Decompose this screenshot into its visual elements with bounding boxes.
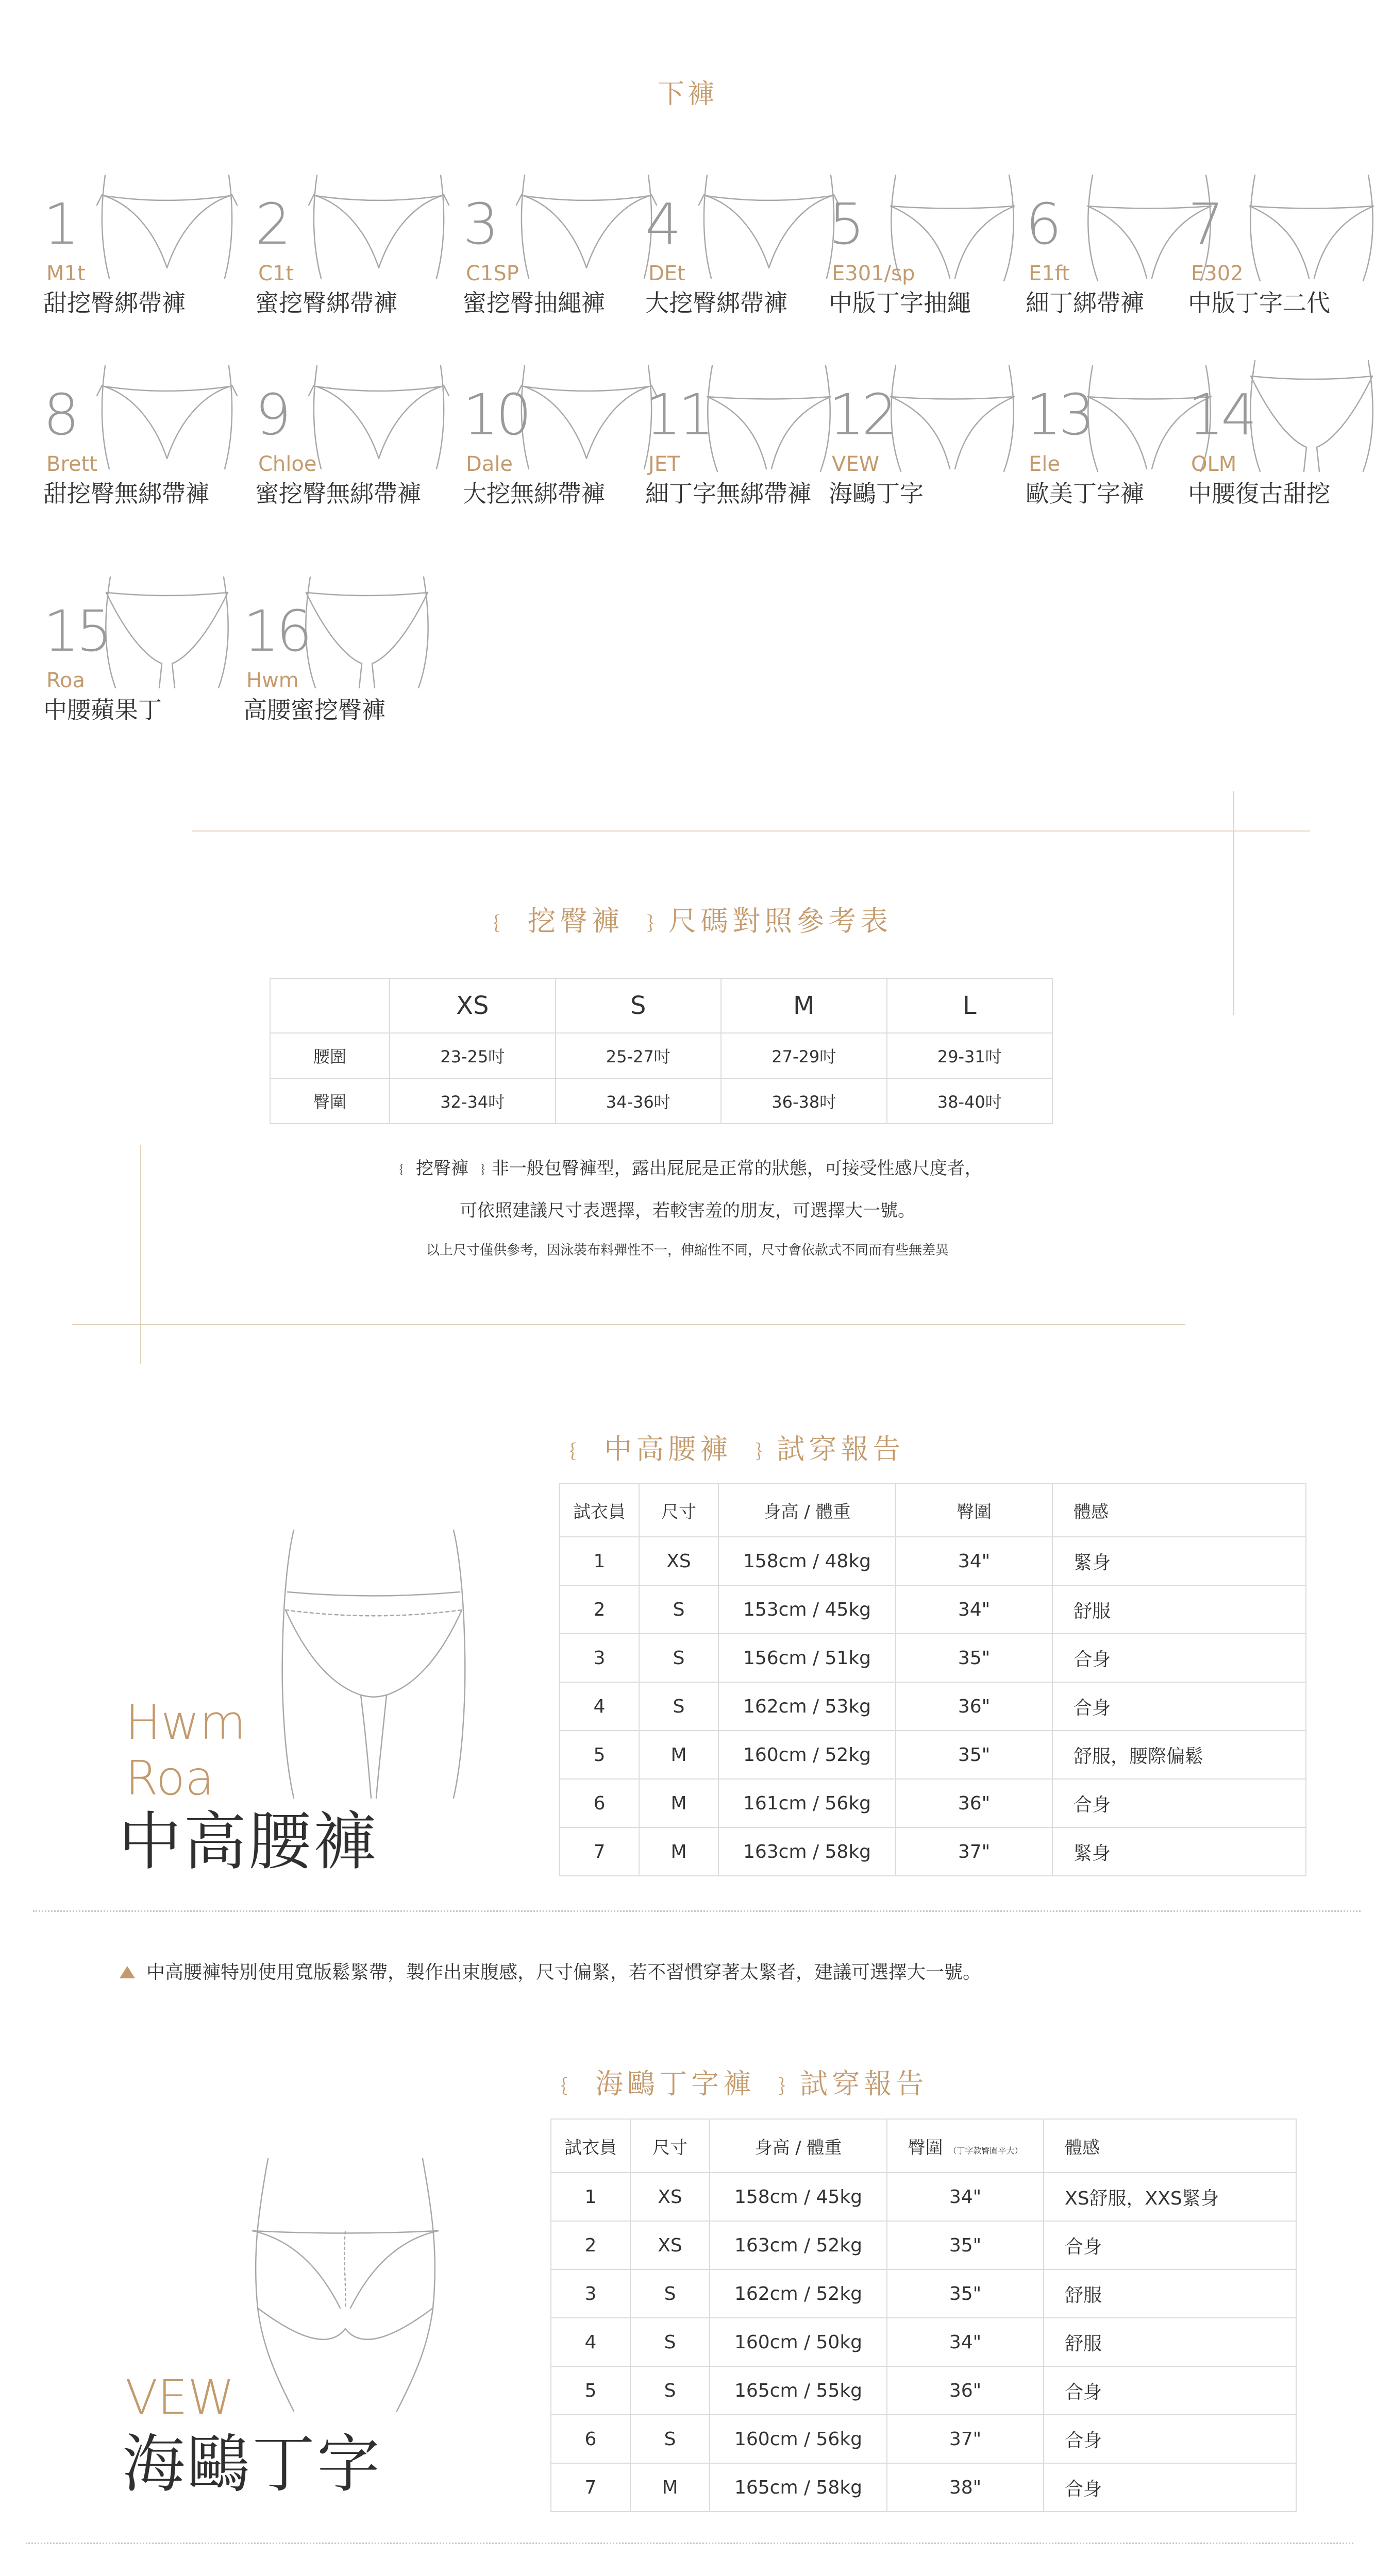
cell-body: 158cm / 48kg xyxy=(718,1537,896,1585)
size-row xyxy=(270,1033,1052,1078)
cell-size: S xyxy=(639,1585,718,1634)
cell-feel: 合身 xyxy=(1052,1779,1306,1827)
col-header-hip xyxy=(887,2119,1044,2173)
table-row xyxy=(551,2366,1296,2415)
col-header: 尺寸 xyxy=(630,2119,710,2173)
product-name: 蜜挖臀綁帶褲 xyxy=(255,289,397,317)
cell-hip: 38" xyxy=(887,2463,1044,2512)
size-header: S xyxy=(556,978,722,1033)
cell-body: 156cm / 51kg xyxy=(718,1634,896,1682)
cell-feel: 合身 xyxy=(1044,2366,1296,2415)
cell-body: 165cm / 55kg xyxy=(710,2366,887,2415)
product-code: DEt xyxy=(648,262,685,285)
product-name: 大挖無綁帶褲 xyxy=(463,480,605,507)
col-header: 試衣員 xyxy=(551,2119,630,2173)
cell-hip: 35" xyxy=(887,2221,1044,2269)
cell-size: XS xyxy=(630,2173,710,2221)
product-name: 中版丁字二代 xyxy=(1188,289,1330,317)
cell-hip: 34" xyxy=(896,1585,1052,1634)
product-sketch-illustration xyxy=(514,355,659,474)
cell-n: 5 xyxy=(560,1731,639,1779)
cell-feel: 合身 xyxy=(1044,2463,1296,2512)
cell-feel: 合身 xyxy=(1052,1634,1306,1682)
cell-n: 5 xyxy=(551,2366,630,2415)
cell-n: 1 xyxy=(560,1537,639,1585)
product-name: 蜜挖臀抽繩褲 xyxy=(463,289,605,317)
cell-body: 158cm / 45kg xyxy=(710,2173,887,2221)
cell-feel: 合身 xyxy=(1044,2221,1296,2269)
cell-feel: 舒服 xyxy=(1044,2318,1296,2366)
cell-n: 4 xyxy=(560,1682,639,1731)
cell-size: M xyxy=(630,2463,710,2512)
table-row xyxy=(560,1827,1306,1876)
product-code: E302 xyxy=(1191,262,1244,285)
size-row xyxy=(270,1078,1052,1124)
cell-hip: 35" xyxy=(896,1731,1052,1779)
cell-size: M xyxy=(639,1731,718,1779)
table-row xyxy=(560,1537,1306,1585)
size-cell: 38-40吋 xyxy=(887,1078,1053,1124)
dotted-divider xyxy=(26,2543,1353,2544)
product-code: E1ft xyxy=(1029,262,1070,285)
table-row xyxy=(551,2173,1296,2221)
product-number: 11 xyxy=(645,382,711,448)
col-header: 體感 xyxy=(1052,1483,1306,1537)
size-row-label: 腰圍 xyxy=(270,1033,390,1078)
cell-size: XS xyxy=(630,2221,710,2269)
divider-line xyxy=(192,831,1310,832)
table-row xyxy=(551,2463,1296,2512)
report1-title: ﹛ 中高腰褲 ﹜試穿報告 xyxy=(559,1433,905,1465)
report1-note xyxy=(120,1958,981,1984)
product-name: 蜜挖臀無綁帶褲 xyxy=(255,480,421,507)
table-row xyxy=(560,1779,1306,1827)
report2-product-name: 海鷗丁字 xyxy=(122,2428,382,2501)
size-header: L xyxy=(887,978,1053,1033)
product-name: 細丁字無綁帶褲 xyxy=(645,480,811,507)
cell-body: 160cm / 50kg xyxy=(710,2318,887,2366)
product-number: 13 xyxy=(1026,382,1092,448)
product-sketch-illustration xyxy=(880,355,1025,474)
product-name: 大挖臀綁帶褲 xyxy=(645,289,787,317)
dotted-divider xyxy=(33,1910,1361,1912)
product-sketch-illustration xyxy=(95,572,239,690)
cell-size: M xyxy=(639,1827,718,1876)
product-sketch-illustration xyxy=(307,165,451,283)
hip-header-note: （丁字款臀圍平大） xyxy=(948,2145,1023,2156)
product-sketch-illustration xyxy=(1239,165,1375,283)
report2-code: VEW xyxy=(125,2370,235,2425)
product-name: 甜挖臀綁帶褲 xyxy=(43,289,186,317)
product-name: 中腰復古甜挖 xyxy=(1188,480,1330,507)
cell-hip: 34" xyxy=(887,2318,1044,2366)
cell-n: 7 xyxy=(551,2463,630,2512)
product-sketch-illustration xyxy=(697,355,841,474)
product-sketch-illustration xyxy=(514,165,659,283)
hip-header-label: 臀圍 xyxy=(908,2137,943,2158)
product-code: OLM xyxy=(1191,452,1237,476)
product-code: Brett xyxy=(46,452,97,476)
cell-n: 4 xyxy=(551,2318,630,2366)
size-cell: 34-36吋 xyxy=(556,1078,722,1124)
product-sketch-illustration xyxy=(95,165,239,283)
product-code: C1t xyxy=(258,262,294,285)
cell-size: M xyxy=(639,1779,718,1827)
cell-body: 160cm / 52kg xyxy=(718,1731,896,1779)
size-note-line3: 以上尺寸僅供參考，因泳裝布料彈性不一，伸縮性不同，尺寸會依款式不同而有些無差異 xyxy=(426,1243,949,1258)
product-code: VEW xyxy=(832,452,880,476)
report2-table xyxy=(550,2119,1297,2512)
product-number: 3 xyxy=(463,191,496,257)
product-name: 海鷗丁字 xyxy=(829,480,924,507)
cell-body: 163cm / 58kg xyxy=(718,1827,896,1876)
product-number: 9 xyxy=(255,382,288,448)
cell-n: 6 xyxy=(560,1779,639,1827)
cell-body: 162cm / 53kg xyxy=(718,1682,896,1731)
col-header: 體感 xyxy=(1044,2119,1296,2173)
table-row xyxy=(560,1731,1306,1779)
cell-size: XS xyxy=(639,1537,718,1585)
product-code: JET xyxy=(648,452,680,476)
table-row xyxy=(551,2415,1296,2463)
table-row xyxy=(551,2318,1296,2366)
cell-n: 1 xyxy=(551,2173,630,2221)
product-sketch-illustration xyxy=(1239,355,1375,474)
cell-n: 2 xyxy=(551,2221,630,2269)
size-header-empty xyxy=(270,978,390,1033)
product-name: 高腰蜜挖臀褲 xyxy=(243,696,385,724)
col-header: 臀圍 xyxy=(896,1483,1052,1537)
product-name: 甜挖臀無綁帶褲 xyxy=(43,480,209,507)
cell-feel: 舒服 xyxy=(1044,2269,1296,2318)
product-sketch-illustration xyxy=(95,355,239,474)
product-item xyxy=(43,165,239,319)
product-number: 15 xyxy=(43,598,109,664)
cell-feel: XS舒服，XXS緊身 xyxy=(1044,2173,1296,2221)
product-code: C1SP xyxy=(466,262,519,285)
cell-hip: 34" xyxy=(887,2173,1044,2221)
cell-hip: 34" xyxy=(896,1537,1052,1585)
cell-hip: 37" xyxy=(896,1827,1052,1876)
product-item xyxy=(829,355,1025,510)
product-number: 8 xyxy=(43,382,76,448)
size-note-line1: ﹛ 挖臀褲 ﹜非一般包臀褲型，露出屁屁是正常的狀態，可接受性感尺度者， xyxy=(393,1158,982,1179)
col-header: 身高 / 體重 xyxy=(718,1483,896,1537)
product-item xyxy=(829,165,1025,319)
product-item xyxy=(243,572,439,726)
cell-hip: 36" xyxy=(896,1682,1052,1731)
cell-body: 163cm / 52kg xyxy=(710,2221,887,2269)
report1-product-name: 中高腰褲 xyxy=(119,1805,378,1878)
cell-size: S xyxy=(630,2366,710,2415)
product-code: E301/sp xyxy=(832,262,915,285)
size-note-line2: 可依照建議尺寸表選擇，若較害羞的朋友，可選擇大一號。 xyxy=(460,1200,915,1221)
size-cell: 29-31吋 xyxy=(887,1033,1053,1078)
cell-hip: 35" xyxy=(887,2269,1044,2318)
cell-hip: 37" xyxy=(887,2415,1044,2463)
table-row xyxy=(560,1682,1306,1731)
size-chart-title: ﹛ 挖臀褲 ﹜尺碼對照參考表 xyxy=(482,905,893,937)
report1-note-text: 中高腰褲特別使用寬版鬆緊帶，製作出束腹感，尺寸偏緊，若不習慣穿著太緊者，建議可選擇大一號。 xyxy=(146,1962,982,1983)
product-number: 7 xyxy=(1188,191,1221,257)
product-code: Chloe xyxy=(258,452,317,476)
cell-body: 161cm / 56kg xyxy=(718,1779,896,1827)
triangle-bullet-icon xyxy=(120,1966,135,1978)
cell-n: 2 xyxy=(560,1585,639,1634)
cell-n: 3 xyxy=(551,2269,630,2318)
product-code: Dale xyxy=(466,452,513,476)
product-item xyxy=(43,355,239,510)
product-item xyxy=(463,355,659,510)
cell-n: 7 xyxy=(560,1827,639,1876)
product-item xyxy=(645,355,841,510)
divider-line xyxy=(72,1324,1185,1325)
product-name: 中腰蘋果丁 xyxy=(43,696,162,724)
report1-code-line1: Hwm xyxy=(125,1695,246,1750)
cell-size: S xyxy=(630,2318,710,2366)
table-row xyxy=(551,2269,1296,2318)
product-code: Ele xyxy=(1029,452,1060,476)
cell-body: 165cm / 58kg xyxy=(710,2463,887,2512)
size-header: XS xyxy=(390,978,556,1033)
cell-size: S xyxy=(630,2269,710,2318)
cell-hip: 36" xyxy=(887,2366,1044,2415)
product-name: 歐美丁字褲 xyxy=(1026,480,1144,507)
product-number: 1 xyxy=(43,191,76,257)
cell-n: 3 xyxy=(560,1634,639,1682)
table-row xyxy=(560,1634,1306,1682)
size-row-label: 臀圍 xyxy=(270,1078,390,1124)
cell-n: 6 xyxy=(551,2415,630,2463)
product-number: 2 xyxy=(255,191,288,257)
cell-hip: 35" xyxy=(896,1634,1052,1682)
size-header: M xyxy=(721,978,887,1033)
high-waist-brief-illustration xyxy=(268,1520,474,1808)
size-cell: 36-38吋 xyxy=(721,1078,887,1124)
col-header: 試衣員 xyxy=(560,1483,639,1537)
size-cell: 23-25吋 xyxy=(390,1033,556,1078)
product-name: 中版丁字抽繩 xyxy=(829,289,971,317)
report1-table xyxy=(559,1483,1306,1876)
cell-feel: 緊身 xyxy=(1052,1537,1306,1585)
product-item xyxy=(645,165,841,319)
size-cell: 25-27吋 xyxy=(556,1033,722,1078)
table-row xyxy=(551,2221,1296,2269)
cell-hip: 36" xyxy=(896,1779,1052,1827)
product-sketch-illustration xyxy=(697,165,841,283)
product-item xyxy=(1188,355,1375,510)
col-header: 身高 / 體重 xyxy=(710,2119,887,2173)
product-number: 16 xyxy=(243,598,309,664)
cell-feel: 舒服，腰際偏鬆 xyxy=(1052,1731,1306,1779)
product-item xyxy=(255,355,451,510)
size-cell: 32-34吋 xyxy=(390,1078,556,1124)
cell-size: S xyxy=(630,2415,710,2463)
thong-illustration xyxy=(237,2154,454,2421)
product-number: 14 xyxy=(1188,382,1254,448)
report1-code-line2: Roa xyxy=(125,1751,214,1806)
cell-feel: 緊身 xyxy=(1052,1827,1306,1876)
section-title: 下褲 xyxy=(657,79,717,110)
product-code: Hwm xyxy=(246,669,299,692)
product-number: 5 xyxy=(829,191,862,257)
cell-size: S xyxy=(639,1634,718,1682)
cell-feel: 合身 xyxy=(1044,2415,1296,2463)
product-item xyxy=(43,572,239,726)
cell-size: S xyxy=(639,1682,718,1731)
cell-feel: 舒服 xyxy=(1052,1585,1306,1634)
size-cell: 27-29吋 xyxy=(721,1033,887,1078)
product-sketch-illustration xyxy=(307,355,451,474)
product-number: 12 xyxy=(829,382,895,448)
product-code: M1t xyxy=(46,262,86,285)
product-number: 10 xyxy=(463,382,529,448)
product-item xyxy=(1188,165,1375,319)
cell-body: 162cm / 52kg xyxy=(710,2269,887,2318)
cell-body: 160cm / 56kg xyxy=(710,2415,887,2463)
report2-title: ﹛ 海鷗丁字褲 ﹜試穿報告 xyxy=(550,2067,928,2100)
table-row xyxy=(560,1585,1306,1634)
size-chart-table xyxy=(270,978,1053,1124)
product-number: 4 xyxy=(645,191,678,257)
product-number: 6 xyxy=(1026,191,1059,257)
col-header: 尺寸 xyxy=(639,1483,718,1537)
product-sketch-illustration xyxy=(295,572,439,690)
product-name: 細丁綁帶褲 xyxy=(1026,289,1144,317)
product-code: Roa xyxy=(46,669,85,692)
cell-body: 153cm / 45kg xyxy=(718,1585,896,1634)
cell-feel: 合身 xyxy=(1052,1682,1306,1731)
product-item xyxy=(255,165,451,319)
product-item xyxy=(463,165,659,319)
